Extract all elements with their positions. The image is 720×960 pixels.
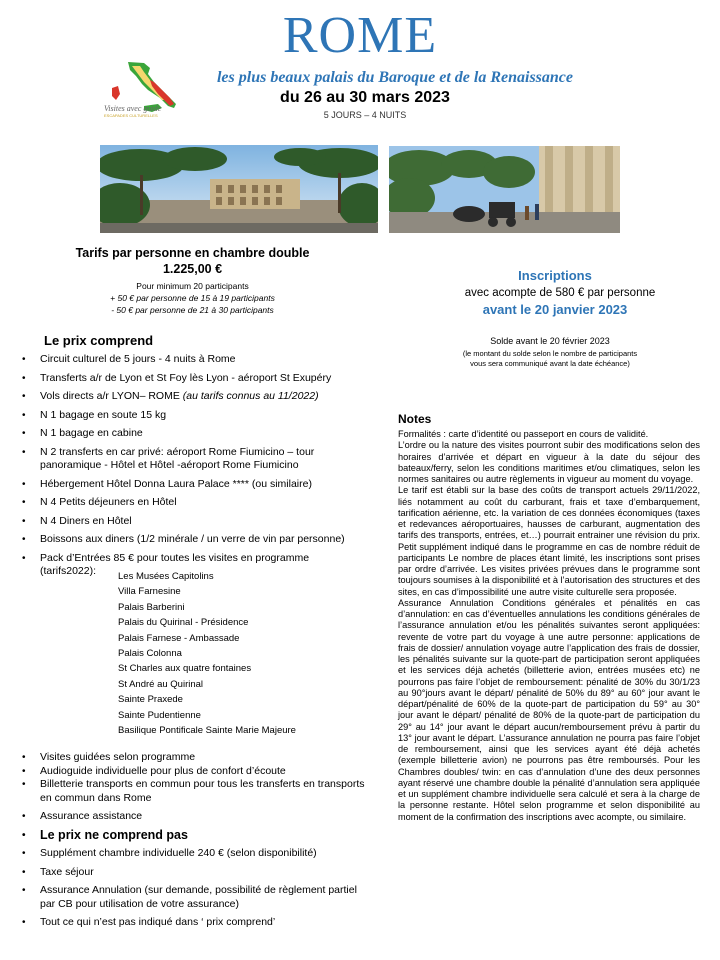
- logo-subtext: ESCAPADES CULTURELLES: [104, 113, 158, 118]
- list-item: • Visites guidées selon programme: [22, 751, 196, 763]
- list-item: • N 4 Petits déjeuners en Hôtel: [22, 496, 177, 508]
- tarifs-title: Tarifs par personne en chambre double: [75, 246, 310, 260]
- solde-note-line: (le montant du solde selon le nombre de participants: [462, 349, 638, 358]
- page-subtitle: les plus beaux palais du Baroque et de la Renaissance: [216, 69, 574, 86]
- includes-heading: Le prix comprend: [44, 333, 154, 348]
- trip-dates: du 26 au 30 mars 2023: [280, 89, 450, 106]
- inscriptions-deadline: avant le 20 janvier 2023: [482, 302, 628, 317]
- list-item: • Assurance Annulation (sur demande, possibilité de règlement partiel par CB pour utilisation de votre assurance): [22, 884, 357, 910]
- pack-entry: Sainte Praxede: [118, 694, 183, 706]
- list-item: • Circuit culturel de 5 jours - 4 nuits à Rome: [22, 353, 236, 365]
- pack-entry: Palais du Quirinal - Présidence: [118, 617, 249, 629]
- logo-text: Visites avec guide: [104, 104, 162, 113]
- list-item: • Assurance assistance: [22, 810, 143, 822]
- list-item: • N 2 transferts en car privé: aéroport Rome Fiumicino – tour panoramique - Hôtel et Hôtel -aéroport Rome Fiumicino: [22, 445, 315, 471]
- list-item: • Billetterie transports en commun pour tous les transferts en transports en commun dans Rome: [22, 778, 365, 804]
- tarifs-price: 1.225,00 €: [162, 262, 223, 276]
- list-item: • Vols directs a/r LYON– ROME (au tarifs connus au 11/2022): [22, 390, 319, 402]
- italy-map-logo: [104, 60, 194, 140]
- inscriptions-title: Inscriptions: [518, 268, 592, 283]
- notes-paragraph: Le tarif est établi sur la base des coûts de transport actuels 29/11/2022, liés notamment au coût du carburant, frais et taxe d’embarquement, tarification aérienne, etc. la variation de ces données économiques (taxes et redevances aéroportuaires, hausses de carburant, augmentation des tarifs des transports, entrées, et…) pourrait entrainer une révision du prix. Petit supplément indiqué dans le programme en cas de nombre réduit de participants Le nombre de places étant limité, les inscriptions sont prises par ordre d’arrivée. Les visites privées prévues dans le programme sont toujours soumises à la disponibilité et à l’autorisation des structures et des sites, en cas d’impossibilité une autre visite culturelle sera proposée.: [398, 485, 700, 597]
- solde-note-line: vous sera communiqué avant la date échéance): [470, 359, 630, 368]
- pack-entry: St Charles aux quatre fontaines: [118, 663, 252, 675]
- vols-note: (au tarifs connus au 11/2022): [179, 390, 319, 402]
- solde-note: [425, 349, 675, 369]
- list-item: • Hébergement Hôtel Donna Laura Palace **** (ou similaire): [22, 477, 312, 490]
- list-item: • Pack d’Entrées 85 € pour toutes les visites en programme (tarifs2022):: [22, 551, 310, 577]
- inscriptions-acompte: avec acompte de 580 € par personne: [464, 287, 656, 299]
- list-item: • N 1 bagage en soute 15 kg: [22, 408, 167, 421]
- pack-entries-list: [118, 569, 296, 738]
- list-item: • Boissons aux diners (1/2 minérale / un verre de vin par personne): [22, 533, 345, 545]
- list-item: • Transferts a/r de Lyon et St Foy lès Lyon - aéroport St Exupéry: [22, 371, 332, 384]
- list-item: • N 1 bagage en cabine: [22, 427, 143, 439]
- notes-paragraph: L’ordre ou la nature des visites pourront subir des modifications selon des horaires d’arrivée et départ en vigueur à la date du séjour des bateaux/ferry, selon les conditions maritimes et/ou climatiques, selon les normes sanitaires ou autre règlements in vigueur au moment du voyage.: [398, 440, 700, 484]
- pack-entry: Sainte Pudentienne: [118, 709, 201, 721]
- forum-carriage-photo: [389, 146, 620, 233]
- pack-entry: Palais Barberini: [118, 601, 185, 613]
- pack-entry: Palais Farnese - Ambassade: [118, 632, 240, 644]
- notes-heading: Notes: [398, 412, 432, 426]
- list-item: • N 4 Diners en Hôtel: [22, 514, 132, 527]
- tarifs-minimum: Pour minimum 20 participants: [136, 281, 249, 291]
- excludes-heading: • Le prix ne comprend pas: [22, 827, 188, 842]
- colosseum-photo: [100, 145, 378, 233]
- trip-duration: 5 JOURS – 4 NUITS: [323, 110, 407, 120]
- pack-entry: Villa Farnesine: [118, 586, 181, 598]
- pack-entry: Les Musées Capitolins: [118, 571, 214, 582]
- pack-entry: St André au Quirinal: [118, 678, 204, 690]
- list-item: • Supplément chambre individuelle 240 € (selon disponibilité): [22, 847, 317, 859]
- pack-entry: Palais Colonna: [118, 648, 182, 660]
- includes-list-continued: [20, 751, 365, 930]
- tarifs-reduction: - 50 € par personne de 21 à 30 participants: [111, 305, 274, 315]
- notes-body: [398, 429, 700, 823]
- notes-paragraph: Assurance Annulation Conditions générales et pénalités en cas d’annulation: en cas d’éventuelles annulations les conditions générales de l’assurance annulation et/ou les pénalités suivantes seront appliquées: revente de votre part du voyage à une autre personne: applications de frais de dossier/ annulation voyage autre l’application des frais de dossier, les pénalités suivante sur la quote-part de participation seront appliquées et les services déjà achetés (billetterie avion, entrées musées etc) ne pourrons pas faire l’objet de remboursement: pénalité de 30% du 30/1/23 au 90°jours avant le départ/ pénalité de 50% du 89° au 60° jour avant le départ/pénalité de 60% de la quote-part de participation du 59° au 30° jour avant le départ/ pénalité de 80% de la quote-part de participation du 29° au 14° jour avant le départ aucun/remboursement prévu à partir du 13° jour avant le départ. L’assurance annulation ne pourra pas faire l’objet de remboursement, ainsi que les services ayant été déjà achetés (exemple billetterie avion) ne pourrons pas être remboursés. Pour les Chambres doubles/ twin: en cas d’annulation d’une des deux personnes ayant réservé une chambre double la pénalité d’annulation sera appliquée et un supplément chambre individuelle sera calculé et sera à la charge de la personne restante. Hôtel selon programme et selon disponibilité au moment de la confirmation des inscriptions avec acompte, ou similaire.: [398, 597, 700, 822]
- notes-paragraph: Formalités : carte d’identité ou passeport en cours de validité.: [398, 429, 649, 439]
- list-item: • Taxe séjour: [22, 865, 94, 878]
- list-item: • Tout ce qui n’est pas indiqué dans ‘ prix comprend’: [22, 916, 276, 928]
- pack-entry: Basilique Pontificale Sainte Marie Majeure: [118, 725, 296, 737]
- tarifs-supplement: + 50 € par personne de 15 à 19 participants: [110, 293, 275, 303]
- solde-date: Solde avant le 20 février 2023: [490, 336, 610, 346]
- includes-list: [20, 353, 365, 579]
- page-title: ROME: [282, 7, 438, 64]
- list-item: • Audioguide individuelle pour plus de confort d’écoute: [22, 764, 286, 777]
